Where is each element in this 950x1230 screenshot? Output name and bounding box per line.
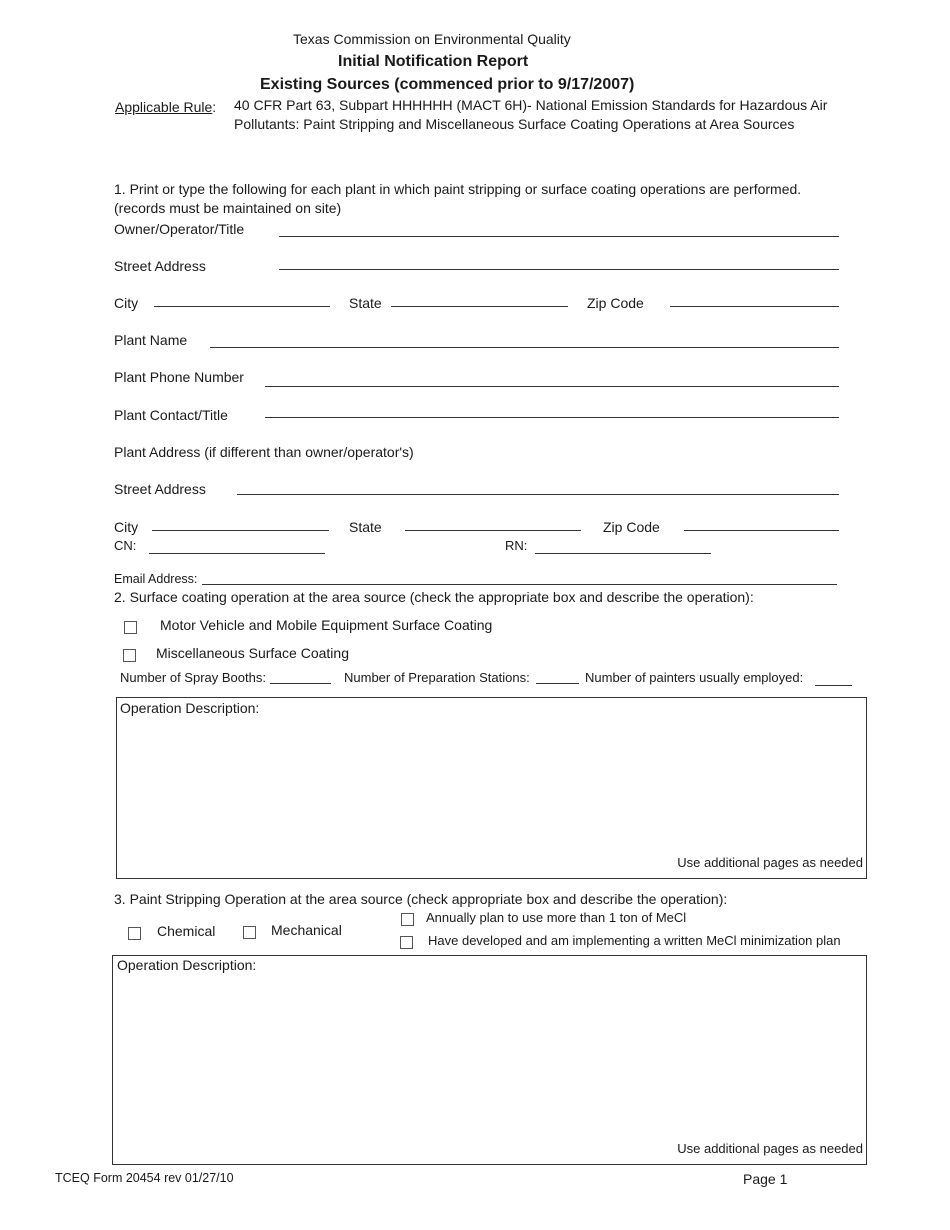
street-address-label: Street Address bbox=[114, 258, 206, 274]
zip-code-label: Zip Code bbox=[587, 295, 644, 311]
email-label: Email Address: bbox=[114, 572, 198, 586]
form-subtitle: Existing Sources (commenced prior to 9/17/2007) bbox=[260, 76, 635, 93]
chemical-checkbox[interactable] bbox=[128, 927, 141, 940]
painters-label: Number of painters usually employed: bbox=[585, 670, 804, 685]
plant-contact-field[interactable] bbox=[265, 417, 839, 418]
plant-address-label: Plant Address (if different than owner/operator's) bbox=[114, 444, 414, 460]
surface-coating-description-label: Operation Description: bbox=[120, 700, 260, 716]
plant-name-label: Plant Name bbox=[114, 332, 188, 348]
paint-stripping-description-box[interactable] bbox=[112, 955, 867, 1165]
plant-street-address-field[interactable] bbox=[237, 494, 839, 495]
annual-mecl-checkbox[interactable] bbox=[401, 913, 414, 926]
mechanical-label: Mechanical bbox=[271, 922, 342, 938]
painters-field[interactable] bbox=[815, 685, 852, 686]
paint-stripping-description-label: Operation Description: bbox=[117, 957, 257, 973]
form-id: TCEQ Form 20454 rev 01/27/10 bbox=[55, 1171, 234, 1185]
plant-name-field[interactable] bbox=[210, 347, 839, 348]
state-field[interactable] bbox=[391, 306, 568, 307]
agency-name: Texas Commission on Environmental Quality bbox=[293, 31, 571, 47]
mecl-plan-label: Have developed and am implementing a written MeCl minimization plan bbox=[428, 933, 841, 948]
section1-heading: 1. Print or type the following for each plant in which paint stripping or surface coating operations are performed. bbox=[114, 181, 802, 197]
email-field[interactable] bbox=[202, 584, 837, 585]
city-field[interactable] bbox=[154, 306, 330, 307]
plant-state-label: State bbox=[349, 519, 382, 535]
annual-mecl-label: Annually plan to use more than 1 ton of MeCl bbox=[426, 910, 687, 925]
form-title: Initial Notification Report bbox=[338, 53, 529, 70]
state-label: State bbox=[349, 295, 382, 311]
misc-surface-coating-label: Miscellaneous Surface Coating bbox=[156, 645, 349, 661]
section1-note: (records must be maintained on site) bbox=[114, 200, 342, 216]
applicable-rule-line2: Pollutants: Paint Stripping and Miscellaneous Surface Coating Operations at Area Sources bbox=[234, 116, 795, 132]
spray-booths-label: Number of Spray Booths: bbox=[120, 670, 266, 685]
owner-operator-label: Owner/Operator/Title bbox=[114, 221, 245, 237]
cn-label: CN: bbox=[114, 538, 137, 553]
section3-heading: 3. Paint Stripping Operation at the area source (check appropriate box and describe the operation): bbox=[114, 891, 728, 907]
plant-city-label: City bbox=[114, 519, 139, 535]
street-address-field[interactable] bbox=[279, 269, 839, 270]
surface-coating-description-box[interactable] bbox=[116, 697, 867, 879]
rn-label: RN: bbox=[505, 538, 528, 553]
plant-zip-code-field[interactable] bbox=[684, 530, 839, 531]
plant-street-address-label: Street Address bbox=[114, 481, 206, 497]
plant-contact-label: Plant Contact/Title bbox=[114, 407, 228, 423]
mecl-plan-checkbox[interactable] bbox=[400, 936, 413, 949]
mechanical-checkbox[interactable] bbox=[243, 926, 256, 939]
section2-heading: 2. Surface coating operation at the area source (check the appropriate box and describe the operation): bbox=[114, 589, 754, 605]
plant-phone-label: Plant Phone Number bbox=[114, 369, 244, 385]
cn-field[interactable] bbox=[149, 553, 325, 554]
applicable-rule-line1: 40 CFR Part 63, Subpart HHHHHH (MACT 6H)- National Emission Standards for Hazardous Air bbox=[234, 97, 828, 113]
owner-operator-field[interactable] bbox=[279, 236, 839, 237]
plant-phone-field[interactable] bbox=[265, 386, 839, 387]
surface-coating-additional-note: Use additional pages as needed bbox=[677, 855, 863, 870]
chemical-label: Chemical bbox=[157, 923, 216, 939]
paint-stripping-additional-note: Use additional pages as needed bbox=[677, 1141, 863, 1156]
misc-surface-coating-checkbox[interactable] bbox=[123, 649, 136, 662]
applicable-rule-label: Applicable Rule: bbox=[115, 99, 217, 115]
city-label: City bbox=[114, 295, 139, 311]
page-number: Page 1 bbox=[743, 1171, 788, 1187]
zip-code-field[interactable] bbox=[670, 306, 839, 307]
plant-state-field[interactable] bbox=[405, 530, 581, 531]
motor-vehicle-checkbox[interactable] bbox=[124, 621, 137, 634]
prep-stations-field[interactable] bbox=[536, 683, 579, 684]
plant-zip-code-label: Zip Code bbox=[603, 519, 660, 535]
motor-vehicle-label: Motor Vehicle and Mobile Equipment Surface Coating bbox=[160, 617, 493, 633]
plant-city-field[interactable] bbox=[152, 530, 329, 531]
prep-stations-label: Number of Preparation Stations: bbox=[344, 670, 530, 685]
spray-booths-field[interactable] bbox=[270, 683, 331, 684]
rn-field[interactable] bbox=[535, 553, 711, 554]
